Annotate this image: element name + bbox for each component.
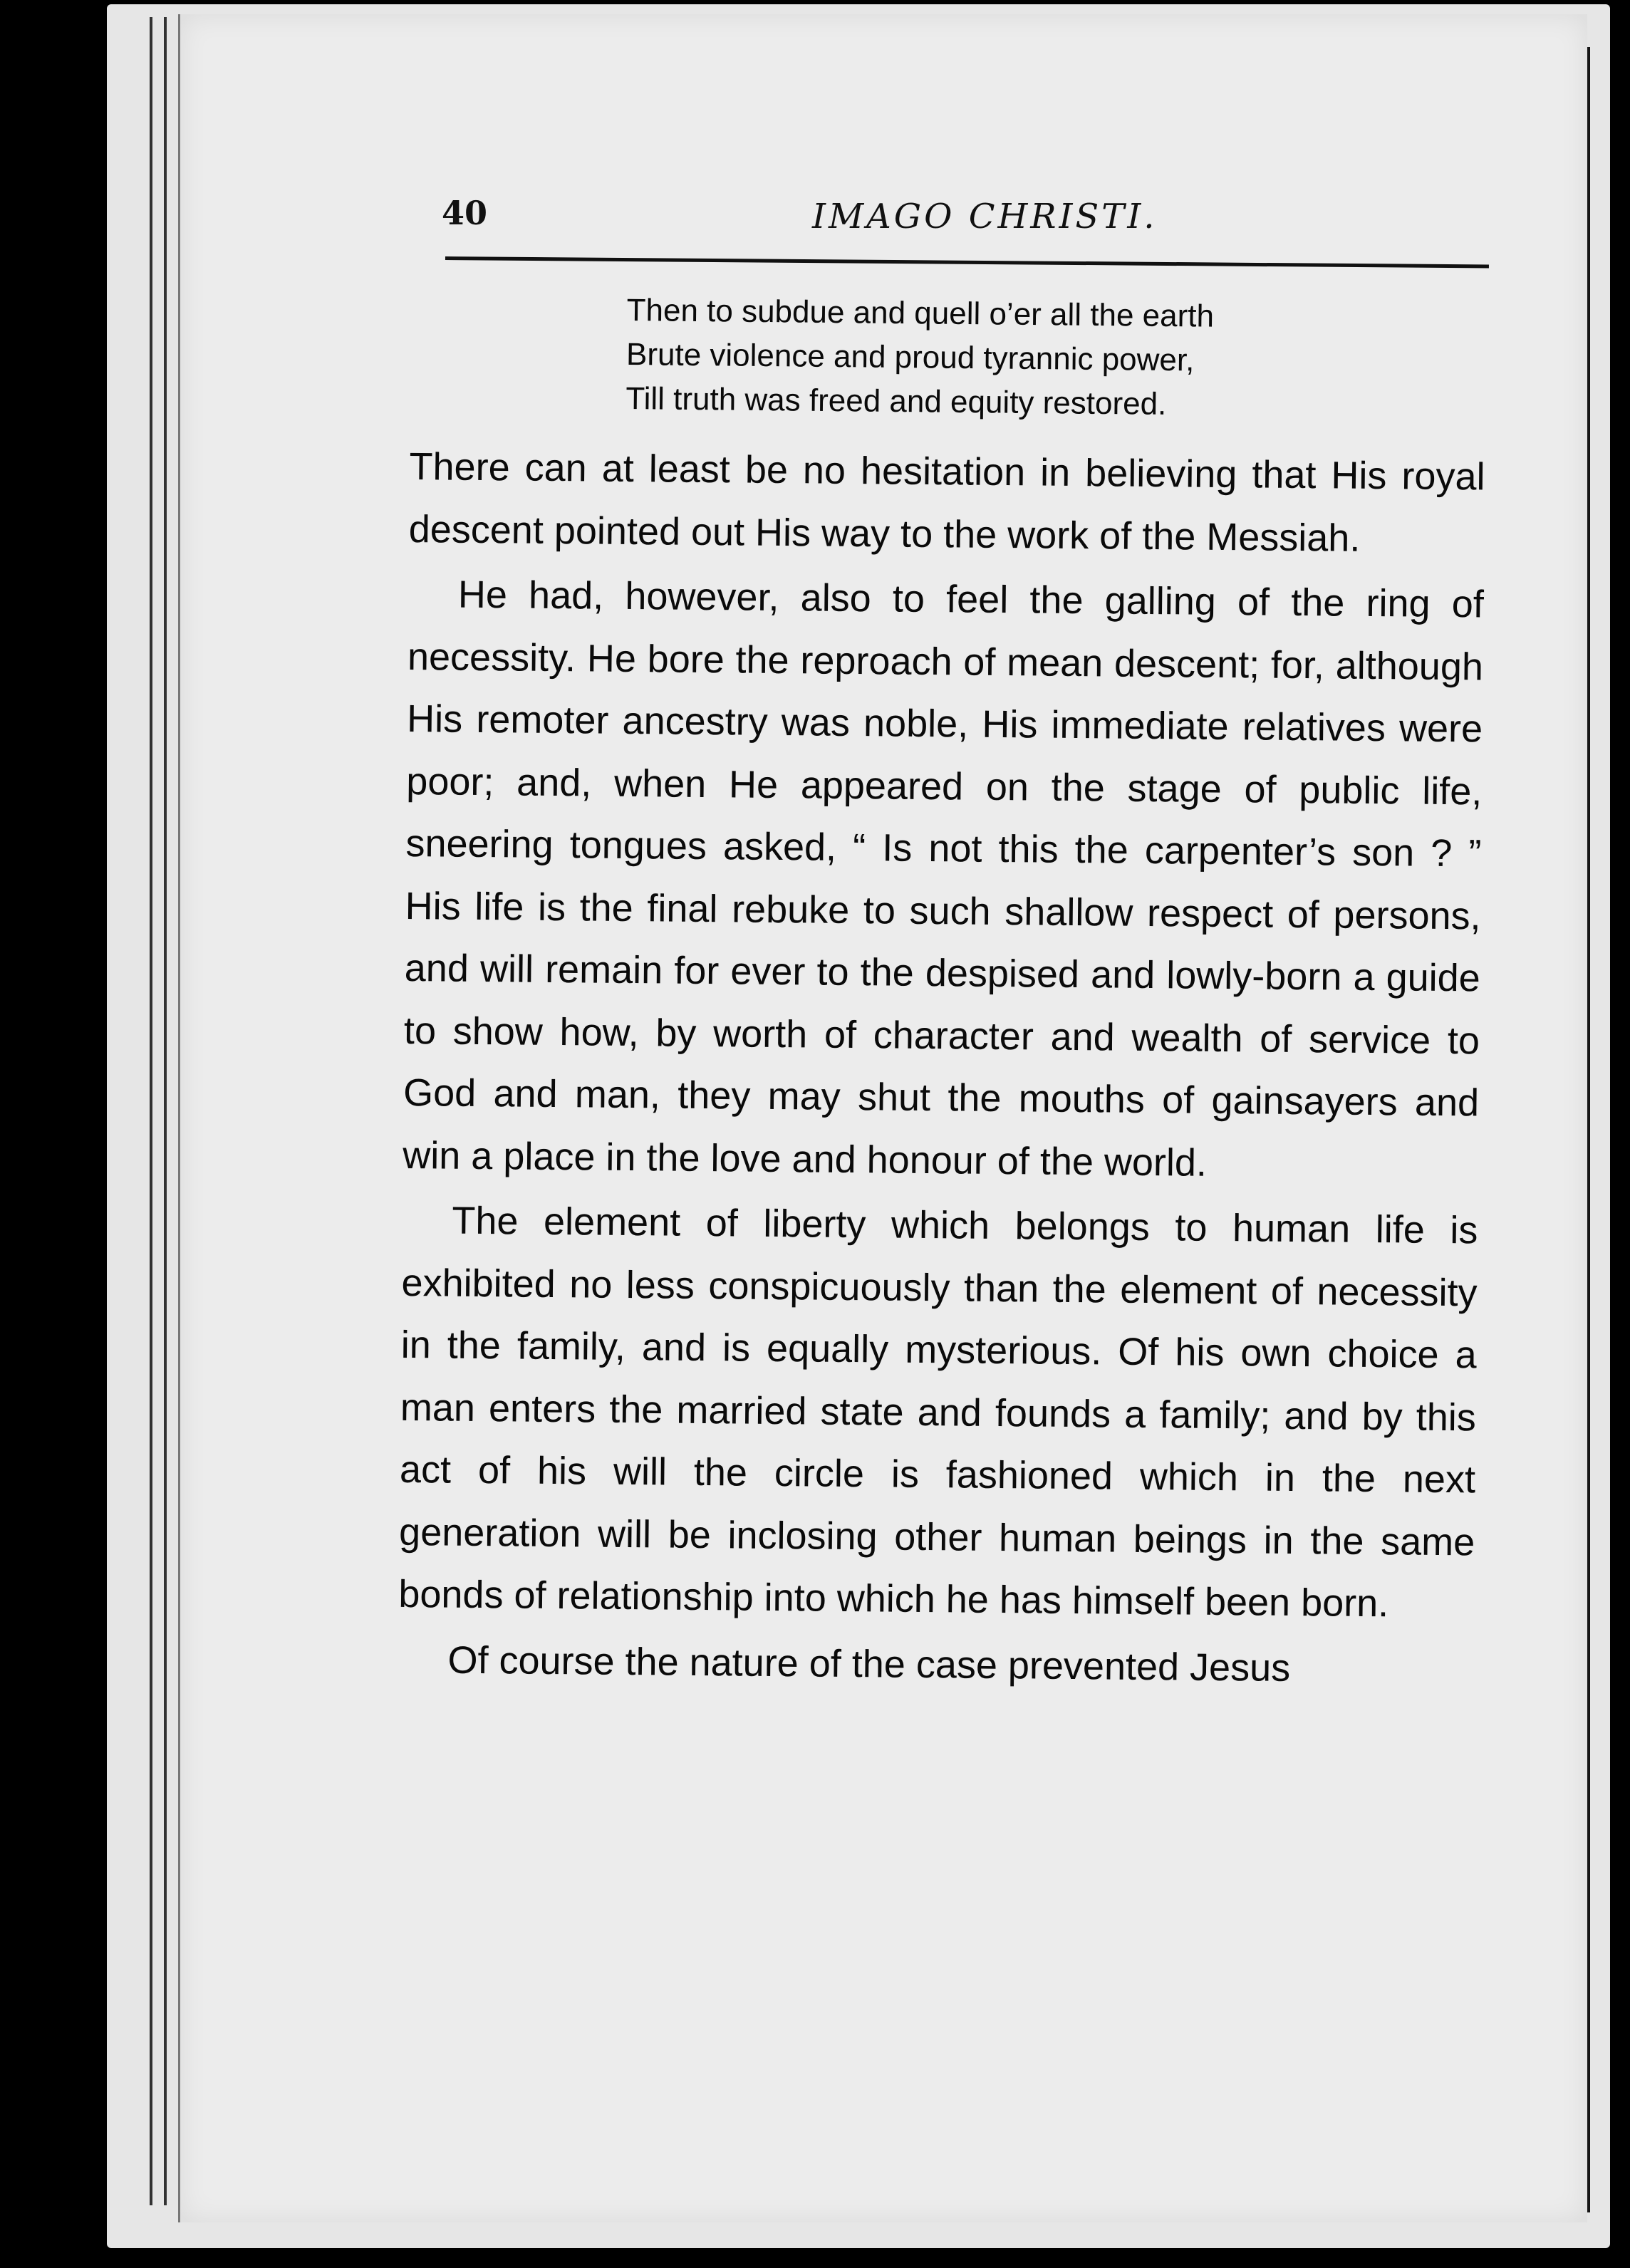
paragraph: The element of liberty which belongs to human life is exhibited no less conspicuously than the element of necessity in the family, and is equally mysterious. Of his own choice a man enters the married state and founds a family; and by this act of his will the circle is fashioned which in the next generation will be inclosing other human beings in the same bonds of relationship into which he has himself been born.	[398, 1199, 1478, 1625]
page-edge-line	[164, 17, 167, 2205]
running-header	[442, 194, 1489, 251]
poem-quotation	[625, 288, 1446, 430]
paragraph: He had, however, also to feel the galling of the ring of necessity. He bore the reproach of mean descent; for, although His remoter ancestry was noble, His immediate relatives were poor; and, when He appeared on the stage of public life, sneering tongues asked, “ Is not this the carpenter’s son ? ” His life is the final rebuke to such shallow respect of persons, and will remain for ever to the despised and lowly-born a guide to show how, by worth of character and wealth of service to God and man, they may shut the mouths of gainsayers and win a place in the love and honour of the world.	[403, 573, 1485, 1185]
paragraph: There can at least be no hesitation in believing that His royal descent pointed out His way to the work of the Messiah.	[408, 444, 1485, 560]
paragraph: Of course the nature of the case prevented Jesus	[447, 1638, 1291, 1690]
poem-line: Till truth was freed and equity restored.	[625, 380, 1167, 422]
running-title: IMAGO CHRISTI.	[812, 197, 1158, 236]
body-text	[398, 436, 1485, 1704]
poem-line: Then to subdue and quell o’er all the earth	[626, 292, 1215, 334]
page-number: 40	[442, 194, 488, 232]
poem-line: Brute violence and proud tyrannic power,	[625, 336, 1195, 378]
page-edge-line	[150, 17, 152, 2205]
